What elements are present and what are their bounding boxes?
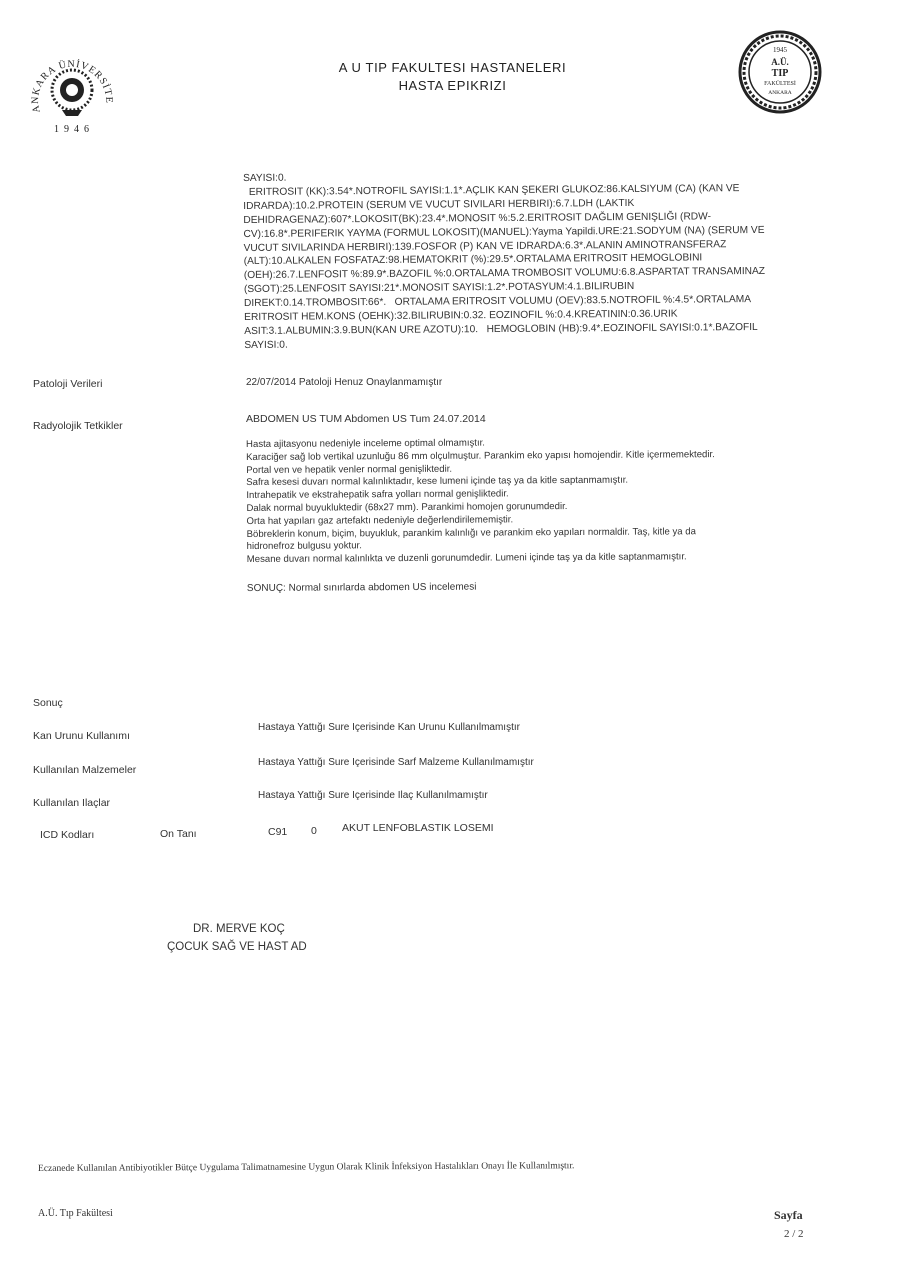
- seal-text-tip: TIP: [771, 68, 789, 79]
- radiology-report: [246, 435, 857, 595]
- radiology-line: Mesane duvarı normal kalınlıkta ve duzenli gorunumdedir. Lumeni içinde taş ya da kitle saptanmamıştır.: [246, 551, 687, 566]
- radiology-line: Hasta ajitasyonu nedeniyle inceleme optimal olmamıştır.: [246, 437, 485, 450]
- radiology-line: Intrahepatik ve ekstrahepatik safra yolları normal genişliktedir.: [246, 488, 509, 502]
- lab-line: (ALT):10.ALKALEN FOSFATAZ:98.HEMATOKRIT (%):29.5*.ORTALAMA ERITROSIT HEMOGLOBINI: [243, 252, 703, 268]
- institution-name: A.Ü. Tıp Fakültesi: [38, 1208, 113, 1219]
- icd-description: AKUT LENFOBLASTIK LOSEMI: [342, 822, 494, 834]
- radiology-line: Dalak normal buyukluktedir (68x27 mm). Parankimi homojen gorunumdedir.: [246, 501, 568, 514]
- lab-line: SAYISI:0.: [244, 339, 288, 351]
- seal-text-faculty: FAKÜLTESİ: [764, 81, 796, 87]
- icd-type: On Tanı: [160, 828, 197, 840]
- hospital-title: A U TIP FAKULTESI HASTANELERI: [338, 60, 567, 75]
- lab-line: (OEH):26.7.LENFOSIT %:89.9*.BAZOFIL %:0.ORTALAMA TROMBOSIT VOLUMU:6.8.ASPARTAT TRANSAMINAZ: [243, 266, 766, 282]
- ilac-value: Hastaya Yattığı Sure Içerisinde Ilaç Kullanılmamıştır: [258, 790, 488, 801]
- lab-line: DEHIDRAGENAZ):607*.LOKOSIT(BK):23.4*.MONOSIT %:5.2.ERITROSIT DAĞLIM GENIŞLIĞI (RDW-: [243, 211, 712, 226]
- icd-code: C91: [268, 826, 288, 838]
- lab-line: ASIT:3.1.ALBUMIN:3.9.BUN(KAN URE AZOTU):10. HEMOGLOBIN (HB):9.4*.EOZINOFIL SAYISI:0.1*.BAZOFIL: [244, 321, 758, 337]
- lab-results: [243, 167, 844, 352]
- radiology-line: Böbreklerin konum, biçim, buyukluk, parankim kalınlığı ve parankim eko yapıları normaldir. Taş, kitle ya da: [246, 525, 696, 540]
- seal-text-city: ANKARA: [768, 90, 792, 96]
- lab-line: CV):16.8*.PERIFERIK YAYMA (FORMUL LOKOSIT)(MANUEL):Yayma Yapildi.URE:21.SODYUM (NA) (SERUM VE: [243, 224, 765, 240]
- faculty-seal: [738, 30, 822, 114]
- sonuc-label: Sonuç: [33, 697, 63, 709]
- icd-label: ICD Kodları: [40, 829, 95, 841]
- lab-line: ERITROSIT HEM.KONS (OEHK):32.BILIRUBIN:0.32. EOZINOFIL %:0.4.KREATININ:0.36.URIK: [244, 308, 678, 324]
- lab-line: SAYISI:0.: [243, 172, 287, 184]
- patoloji-label: Patoloji Verileri: [33, 378, 103, 390]
- page-number: 2 / 2: [784, 1228, 804, 1240]
- patoloji-value: 22/07/2014 Patoloji Henuz Onaylanmamıştır: [246, 377, 443, 388]
- left-logo-text: ANKARA ÜNİVERSİTE: [30, 58, 115, 114]
- seal-text-au: A.Ü.: [771, 57, 789, 67]
- radiology-conclusion: SONUÇ: Normal sınırlarda abdomen US incelemesi: [246, 581, 477, 594]
- radyoloji-title: ABDOMEN US TUM Abdomen US Tum 24.07.2014: [246, 413, 486, 425]
- radiology-line: Safra kesesi duvarı normal kalınlıktadır, kese lumeni içinde taş ya da kitle saptanmamıştır.: [246, 475, 629, 489]
- radiology-line: Orta hat yapıları gaz artefaktı nedeniyle değerlendirilememiştir.: [246, 514, 514, 527]
- lab-line: DIREKT:0.14.TROMBOSIT:66*. ORTALAMA ERITROSIT VOLUMU (OEV):83.5.NOTROFIL %:4.5*.ORTALAMA: [243, 294, 752, 310]
- kan-urunu-value: Hastaya Yattığı Sure Içerisinde Kan Urunu Kullanılmamıştır: [258, 722, 520, 733]
- malzeme-value: Hastaya Yattığı Sure Içerisinde Sarf Malzeme Kullanılmamıştır: [258, 757, 534, 768]
- lab-line: (SGOT):25.LENFOSIT SAYISI:21*.MONOSIT SAYISI:1.2*.POTASYUM:4.1.BILIRUBIN: [243, 281, 635, 296]
- radyoloji-label: Radyolojik Tetkikler: [33, 420, 123, 432]
- ilac-label: Kullanılan Ilaçlar: [33, 797, 111, 809]
- radiology-line: Portal ven ve hepatik venler normal genişliktedir.: [246, 463, 453, 476]
- malzeme-label: Kullanılan Malzemeler: [33, 764, 137, 776]
- lab-line: IDRARDA):10.2.PROTEIN (SERUM VE VUCUT SIVILARI HERBIRI):6.7.LDH (LAKTIK: [243, 197, 635, 212]
- lab-line: ERITROSIT (KK):3.54*.NOTROFIL SAYISI:1.1*.AÇLIK KAN ŞEKERI GLUKOZ:86.KALSIYUM (CA) (KAN VE: [243, 183, 740, 198]
- kan-urunu-label: Kan Urunu Kullanımı: [33, 730, 130, 742]
- page-label: Sayfa: [774, 1208, 803, 1222]
- department-name: ÇOCUK SAĞ VE HAST AD: [167, 941, 307, 953]
- lab-line: VUCUT SIVILARINDA HERBIRI):139.FOSFOR (P) KAN VE IDRARDA:6.3*.ALANIN AMINOTRANSFERAZ: [243, 238, 727, 254]
- doctor-name: DR. MERVE KOÇ: [193, 923, 285, 935]
- left-logo-year: 1946: [54, 124, 94, 135]
- document-title: HASTA EPIKRIZI: [398, 78, 507, 93]
- radiology-line: Karaciğer sağ lob vertikal uzunluğu 86 mm olçulmuştur. Parankim eko yapısı homojendir. Kitle içermemektedir.: [246, 448, 715, 463]
- antibiotic-note: Eczanede Kullanılan Antibiyotikler Bütçe Uygulama Talimatnamesine Uygun Olarak Klinik İnfeksiyon Hastalıkları Onayı İle Kullanılmıştır.: [38, 1161, 575, 1174]
- svg-text:ANKARA ÜNİVERSİTESİ: [22, 40, 114, 114]
- icd-subcode: 0: [311, 825, 317, 837]
- radiology-line: hidronefroz bulgusu yoktur.: [246, 540, 362, 553]
- seal-year: 1945: [773, 46, 787, 54]
